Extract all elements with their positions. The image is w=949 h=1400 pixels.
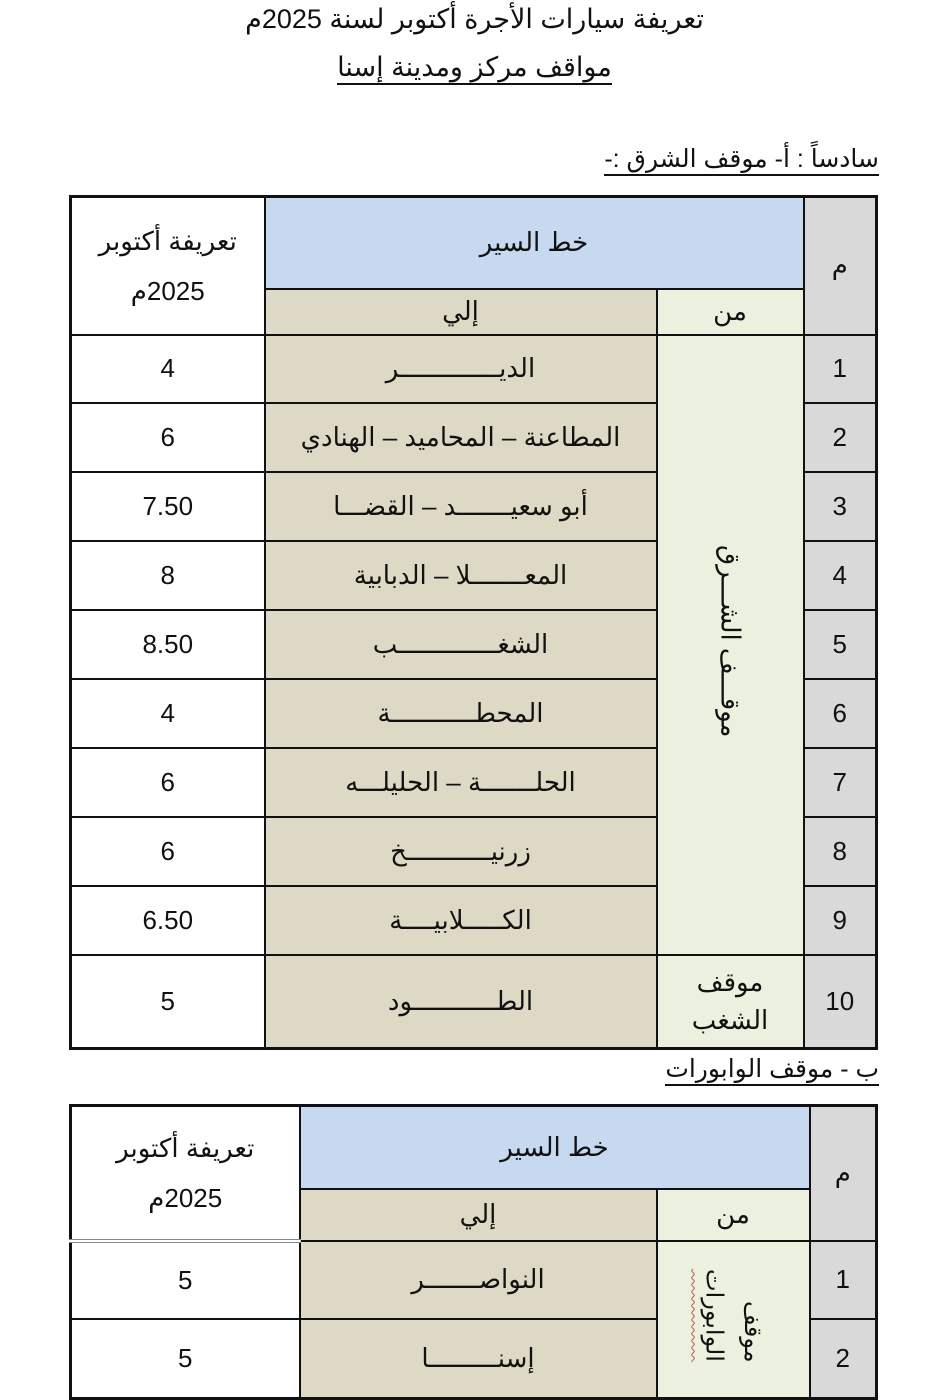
- row-price: 6.50: [71, 886, 265, 955]
- row-destination: الحلـــــــة – الحليلـــه: [265, 748, 657, 817]
- row-num: 3: [804, 472, 877, 541]
- row-destination: إسنـــــــــا: [300, 1319, 657, 1399]
- fare-table-wabourat-station: [69, 1104, 878, 1400]
- fare-table-east-station: [69, 195, 878, 1050]
- row-price: 5: [71, 955, 265, 1049]
- header-route: خط السير: [265, 197, 804, 289]
- header-route: خط السير: [300, 1106, 810, 1189]
- row-price: 4: [71, 679, 265, 748]
- row-num: 6: [804, 679, 877, 748]
- document-title: تعريفة سيارات الأجرة أكتوبر لسنة 2025م: [245, 4, 704, 34]
- row-num: 2: [810, 1319, 877, 1399]
- row-price: 5: [71, 1319, 300, 1399]
- from-shaghab-line2: الشغب: [691, 1005, 769, 1036]
- header-from: من: [657, 289, 804, 335]
- table-row: [71, 1241, 877, 1319]
- row-num: 5: [804, 610, 877, 679]
- header-price: [71, 1106, 300, 1241]
- row-destination: الشغـــــــــــــب: [265, 610, 657, 679]
- row-destination: المحطـــــــــــة: [265, 679, 657, 748]
- header-price: [71, 197, 265, 335]
- row-destination: الطـــــــــــود: [265, 955, 657, 1049]
- row-price: 5: [71, 1241, 300, 1319]
- header-price-line2: 2025م: [130, 275, 205, 306]
- header-to: إلي: [265, 289, 657, 335]
- row-destination: أبو سعيـــــــد – القضـــا: [265, 472, 657, 541]
- section-a-heading-text: سادساً : أ- موقف الشرق :-: [604, 145, 879, 176]
- row-destination: النواصـــــــر: [300, 1241, 657, 1319]
- header-price-line1: تعريفة أكتوبر: [116, 1132, 255, 1163]
- row-num: 7: [804, 748, 877, 817]
- row-num: 4: [804, 541, 877, 610]
- from-wabourat-line1: موقف: [738, 1300, 766, 1363]
- row-price: 7.50: [71, 472, 265, 541]
- row-price: 6: [71, 817, 265, 886]
- section-b-heading-text: ب - موقف الوابورات: [665, 1055, 879, 1086]
- table-row: [71, 955, 877, 1049]
- section-b-heading: [665, 1054, 879, 1084]
- from-east-station: [657, 335, 804, 955]
- row-num: 8: [804, 817, 877, 886]
- row-destination: المطاعنة – المحاميد – الهنادي: [265, 403, 657, 472]
- header-from: من: [657, 1189, 810, 1241]
- from-east-station-label: موقـــف الشـــرق: [715, 544, 746, 738]
- from-wabourat-line2: الوابورات: [700, 1269, 728, 1363]
- document-subtitle: [0, 52, 949, 83]
- header-price-line2: 2025م: [148, 1182, 223, 1213]
- row-price: 4: [71, 335, 265, 403]
- from-wabourat-station: [657, 1241, 810, 1399]
- header-to: إلي: [300, 1189, 657, 1241]
- header-num: م: [810, 1106, 877, 1241]
- row-price: 8: [71, 541, 265, 610]
- row-destination: زرنيـــــــــــخ: [265, 817, 657, 886]
- row-price: 6: [71, 403, 265, 472]
- header-num: م: [804, 197, 877, 335]
- document-subtitle-text: مواقف مركز ومدينة إسنا: [337, 52, 612, 85]
- row-num: 10: [804, 955, 877, 1049]
- row-destination: المعـــــــلا – الدبابية: [265, 541, 657, 610]
- row-num: 2: [804, 403, 877, 472]
- header-price-line1: تعريفة أكتوبر: [98, 225, 237, 256]
- row-destination: الكـــــلابيــــة: [265, 886, 657, 955]
- row-num: 1: [804, 335, 877, 403]
- table-row: [71, 335, 877, 403]
- from-shaghab-station: [657, 955, 804, 1049]
- row-num: 1: [810, 1241, 877, 1319]
- from-shaghab-line1: موقف: [696, 967, 764, 998]
- row-num: 9: [804, 886, 877, 955]
- row-price: 8.50: [71, 610, 265, 679]
- row-price: 6: [71, 748, 265, 817]
- row-destination: الديـــــــــــــر: [265, 335, 657, 403]
- section-a-heading: [604, 144, 879, 174]
